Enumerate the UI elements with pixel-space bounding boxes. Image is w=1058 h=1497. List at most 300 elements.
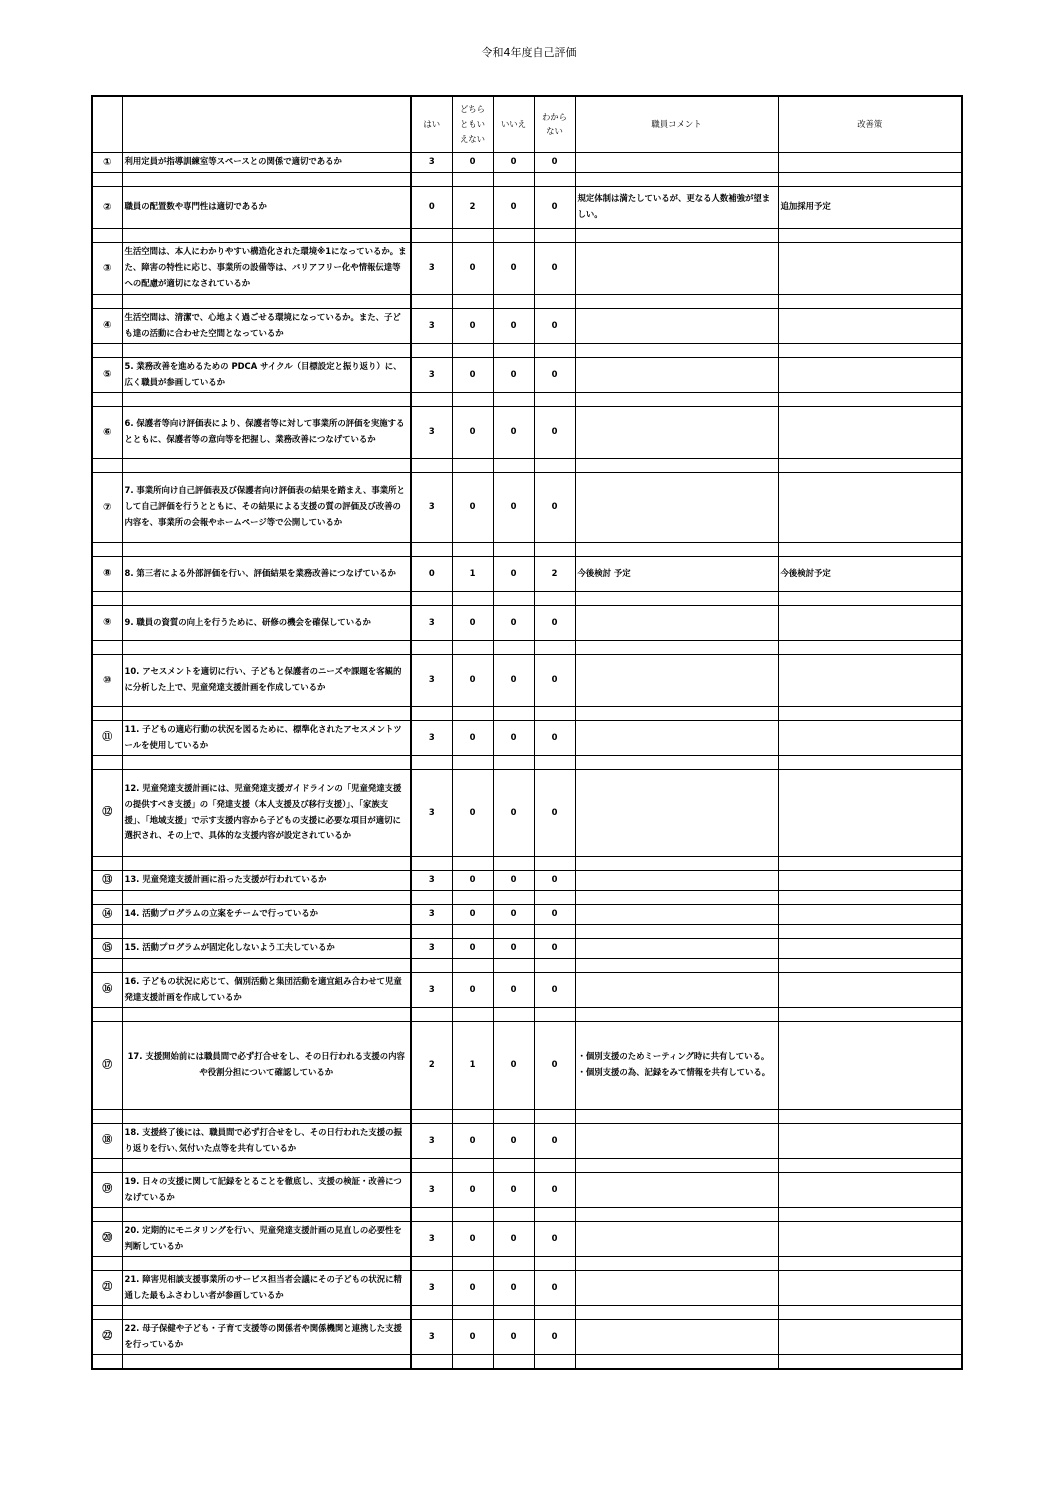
spacer-cell xyxy=(122,706,411,720)
spacer-cell xyxy=(411,591,452,605)
row-unknown-count: 0 xyxy=(534,152,575,172)
spacer-cell xyxy=(452,392,493,406)
table-row xyxy=(92,1319,962,1354)
spacer-cell xyxy=(452,542,493,556)
spacer-cell xyxy=(493,1007,534,1021)
row-item: 6. 保護者等向け評価表により、保護者等に対して事業所の評価を実施するとともに、保護者等の意向等を把握し、業務改善につなげているか xyxy=(122,406,411,458)
spacer-cell xyxy=(122,890,411,904)
row-no-count: 0 xyxy=(493,720,534,755)
row-no-count: 0 xyxy=(493,938,534,958)
row-number: ⑤ xyxy=(92,357,122,392)
row-neutral-count: 2 xyxy=(452,186,493,228)
spacer-cell xyxy=(575,343,778,357)
row-improvement xyxy=(778,938,962,958)
row-number: ㉒ xyxy=(92,1319,122,1354)
row-unknown-count: 0 xyxy=(534,904,575,924)
spacer-cell xyxy=(534,172,575,186)
spacer-cell xyxy=(575,542,778,556)
spacer-cell xyxy=(778,924,962,938)
row-yes-count: 3 xyxy=(411,1221,452,1256)
table-row xyxy=(92,472,962,542)
row-item: 19. 日々の支援に関して記録をとることを徹底し、支援の検証・改善につなげているか xyxy=(122,1172,411,1207)
table-row xyxy=(92,1021,962,1109)
row-item: 21. 障害児相談支援事業所のサービス担当者会議にその子どもの状況に精通した最もふさわしい者が参画しているか xyxy=(122,1270,411,1305)
row-unknown-count: 0 xyxy=(534,1319,575,1354)
spacer-cell xyxy=(452,458,493,472)
row-comment xyxy=(575,605,778,640)
spacer-cell xyxy=(122,1007,411,1021)
spacer-cell xyxy=(452,706,493,720)
spacer-cell xyxy=(493,294,534,308)
row-improvement xyxy=(778,605,962,640)
spacer-cell xyxy=(534,856,575,870)
row-improvement xyxy=(778,1021,962,1109)
spacer-cell xyxy=(92,1354,122,1369)
row-improvement xyxy=(778,472,962,542)
spacer-cell xyxy=(122,1207,411,1221)
spacer-cell xyxy=(92,343,122,357)
spacer-cell xyxy=(534,458,575,472)
spacer-cell xyxy=(411,755,452,769)
spacer-cell xyxy=(534,591,575,605)
spacer-cell xyxy=(575,1305,778,1319)
row-item: 18. 支援終了後には、職員間で必ず打合せをし、その日行われた支援の振り返りを行い､気付いた点等を共有しているか xyxy=(122,1123,411,1158)
row-comment xyxy=(575,1319,778,1354)
spacer-cell xyxy=(778,343,962,357)
row-neutral-count: 0 xyxy=(452,972,493,1007)
header-comment: 職員コメント xyxy=(575,96,778,152)
spacer-cell xyxy=(92,542,122,556)
spacer-cell xyxy=(575,591,778,605)
row-unknown-count: 0 xyxy=(534,242,575,294)
spacer-row xyxy=(92,640,962,654)
spacer-cell xyxy=(122,591,411,605)
row-number: ⑳ xyxy=(92,1221,122,1256)
row-no-count: 0 xyxy=(493,972,534,1007)
spacer-cell xyxy=(534,640,575,654)
page-title: 令和4年度自己評価 xyxy=(481,46,577,59)
spacer-cell xyxy=(452,294,493,308)
row-yes-count: 3 xyxy=(411,357,452,392)
spacer-cell xyxy=(778,458,962,472)
spacer-cell xyxy=(534,343,575,357)
spacer-cell xyxy=(778,542,962,556)
row-number: ② xyxy=(92,186,122,228)
spacer-cell xyxy=(122,542,411,556)
spacer-row xyxy=(92,1007,962,1021)
spacer-cell xyxy=(778,1305,962,1319)
spacer-cell xyxy=(534,958,575,972)
row-neutral-count: 0 xyxy=(452,308,493,343)
row-unknown-count: 2 xyxy=(534,556,575,591)
row-item: 15. 活動プログラムが固定化しないよう工夫しているか xyxy=(122,938,411,958)
spacer-cell xyxy=(575,392,778,406)
row-comment xyxy=(575,357,778,392)
row-unknown-count: 0 xyxy=(534,938,575,958)
row-unknown-count: 0 xyxy=(534,406,575,458)
row-improvement xyxy=(778,972,962,1007)
spacer-cell xyxy=(778,640,962,654)
row-number: ⑰ xyxy=(92,1021,122,1109)
spacer-cell xyxy=(411,1256,452,1270)
row-yes-count: 0 xyxy=(411,186,452,228)
row-comment xyxy=(575,769,778,856)
spacer-cell xyxy=(575,958,778,972)
row-unknown-count: 0 xyxy=(534,1021,575,1109)
row-neutral-count: 0 xyxy=(452,1172,493,1207)
spacer-cell xyxy=(92,1305,122,1319)
row-improvement xyxy=(778,720,962,755)
spacer-cell xyxy=(778,1207,962,1221)
row-unknown-count: 0 xyxy=(534,308,575,343)
row-yes-count: 3 xyxy=(411,308,452,343)
spacer-cell xyxy=(92,924,122,938)
spacer-cell xyxy=(92,1007,122,1021)
row-comment xyxy=(575,654,778,706)
spacer-cell xyxy=(534,1158,575,1172)
row-yes-count: 3 xyxy=(411,654,452,706)
spacer-cell xyxy=(778,1109,962,1123)
row-neutral-count: 0 xyxy=(452,357,493,392)
spacer-row xyxy=(92,228,962,242)
header-yes: はい xyxy=(411,96,452,152)
spacer-cell xyxy=(122,856,411,870)
spacer-row xyxy=(92,1354,962,1369)
spacer-row xyxy=(92,591,962,605)
row-unknown-count: 0 xyxy=(534,1221,575,1256)
spacer-cell xyxy=(575,1007,778,1021)
row-item: 生活空間は、清潔で、心地よく過ごせる環境になっているか。また、子ども達の活動に合わせた空間となっているか xyxy=(122,308,411,343)
spacer-cell xyxy=(575,1109,778,1123)
row-no-count: 0 xyxy=(493,242,534,294)
spacer-cell xyxy=(534,924,575,938)
row-item: 17. 支援開始前には職員間で必ず打合せをし、その日行われる支援の内容や役割分担について確認しているか xyxy=(122,1021,411,1109)
row-improvement xyxy=(778,1270,962,1305)
spacer-cell xyxy=(493,392,534,406)
row-item: 12. 児童発達支援計画には、児童発達支援ガイドラインの「児童発達支援の提供すべき支援」の「発達支援（本人支援及び移行支援）」、「家族支援」、「地域支援」で示す支援内容から子どもの支援に必要な項目が適切に選択され、その上で、具体的な支援内容が設定されているか xyxy=(122,769,411,856)
spacer-cell xyxy=(411,1354,452,1369)
row-no-count: 0 xyxy=(493,186,534,228)
row-number: ⑲ xyxy=(92,1172,122,1207)
row-comment xyxy=(575,1221,778,1256)
row-number: ⑬ xyxy=(92,870,122,890)
row-unknown-count: 0 xyxy=(534,1123,575,1158)
spacer-cell xyxy=(493,1158,534,1172)
spacer-cell xyxy=(575,856,778,870)
row-neutral-count: 1 xyxy=(452,1021,493,1109)
row-comment xyxy=(575,1270,778,1305)
row-neutral-count: 0 xyxy=(452,1123,493,1158)
row-yes-count: 3 xyxy=(411,1123,452,1158)
table-row xyxy=(92,1123,962,1158)
spacer-cell xyxy=(122,392,411,406)
spacer-cell xyxy=(778,1256,962,1270)
spacer-cell xyxy=(778,1354,962,1369)
spacer-row xyxy=(92,458,962,472)
spacer-cell xyxy=(452,172,493,186)
spacer-cell xyxy=(92,1158,122,1172)
row-item: 16. 子どもの状況に応じて、個別活動と集団活動を適宜組み合わせて児童発達支援計画を作成しているか xyxy=(122,972,411,1007)
row-unknown-count: 0 xyxy=(534,654,575,706)
row-yes-count: 3 xyxy=(411,1172,452,1207)
row-no-count: 0 xyxy=(493,1172,534,1207)
spacer-cell xyxy=(493,1207,534,1221)
row-unknown-count: 0 xyxy=(534,605,575,640)
spacer-row xyxy=(92,542,962,556)
row-no-count: 0 xyxy=(493,472,534,542)
row-yes-count: 3 xyxy=(411,242,452,294)
spacer-row xyxy=(92,958,962,972)
spacer-cell xyxy=(92,458,122,472)
row-improvement xyxy=(778,152,962,172)
row-improvement xyxy=(778,1319,962,1354)
row-yes-count: 3 xyxy=(411,1270,452,1305)
spacer-cell xyxy=(493,542,534,556)
spacer-cell xyxy=(92,1109,122,1123)
spacer-cell xyxy=(411,542,452,556)
row-neutral-count: 0 xyxy=(452,654,493,706)
spacer-row xyxy=(92,1305,962,1319)
spacer-cell xyxy=(411,392,452,406)
table-row xyxy=(92,1172,962,1207)
spacer-cell xyxy=(411,856,452,870)
spacer-cell xyxy=(452,755,493,769)
row-yes-count: 3 xyxy=(411,605,452,640)
spacer-cell xyxy=(411,890,452,904)
spacer-cell xyxy=(92,591,122,605)
spacer-cell xyxy=(452,1007,493,1021)
spacer-cell xyxy=(575,924,778,938)
spacer-cell xyxy=(778,591,962,605)
row-number: ④ xyxy=(92,308,122,343)
row-improvement xyxy=(778,870,962,890)
spacer-cell xyxy=(411,343,452,357)
spacer-cell xyxy=(452,1158,493,1172)
row-comment xyxy=(575,1172,778,1207)
row-comment: 規定体制は満たしているが、更なる人数補強が望ましい。 xyxy=(575,186,778,228)
spacer-row xyxy=(92,392,962,406)
spacer-cell xyxy=(122,172,411,186)
row-comment xyxy=(575,152,778,172)
spacer-cell xyxy=(411,1007,452,1021)
spacer-cell xyxy=(575,1256,778,1270)
table-row xyxy=(92,720,962,755)
spacer-cell xyxy=(534,542,575,556)
row-item: 22. 母子保健や子ども・子育て支援等の関係者や関係機関と連携した支援を行っているか xyxy=(122,1319,411,1354)
row-improvement xyxy=(778,654,962,706)
spacer-cell xyxy=(92,392,122,406)
table-body xyxy=(92,152,962,1369)
row-neutral-count: 0 xyxy=(452,769,493,856)
spacer-cell xyxy=(411,1305,452,1319)
row-no-count: 0 xyxy=(493,152,534,172)
spacer-cell xyxy=(534,392,575,406)
spacer-row xyxy=(92,1256,962,1270)
row-yes-count: 3 xyxy=(411,406,452,458)
row-neutral-count: 0 xyxy=(452,605,493,640)
row-neutral-count: 0 xyxy=(452,406,493,458)
spacer-row xyxy=(92,343,962,357)
row-neutral-count: 0 xyxy=(452,904,493,924)
spacer-cell xyxy=(411,958,452,972)
spacer-row xyxy=(92,1207,962,1221)
spacer-cell xyxy=(122,640,411,654)
row-number: ⑮ xyxy=(92,938,122,958)
spacer-cell xyxy=(778,392,962,406)
spacer-cell xyxy=(452,1109,493,1123)
spacer-cell xyxy=(778,172,962,186)
spacer-cell xyxy=(778,294,962,308)
row-number: ⑫ xyxy=(92,769,122,856)
row-number: ⑱ xyxy=(92,1123,122,1158)
row-number: ① xyxy=(92,152,122,172)
spacer-row xyxy=(92,856,962,870)
row-unknown-count: 0 xyxy=(534,769,575,856)
spacer-cell xyxy=(122,1354,411,1369)
row-improvement xyxy=(778,308,962,343)
row-neutral-count: 0 xyxy=(452,472,493,542)
spacer-cell xyxy=(122,1305,411,1319)
spacer-row xyxy=(92,706,962,720)
spacer-cell xyxy=(452,343,493,357)
spacer-row xyxy=(92,172,962,186)
row-no-count: 0 xyxy=(493,406,534,458)
spacer-cell xyxy=(493,856,534,870)
row-item: 9. 職員の資質の向上を行うために、研修の機会を確保しているか xyxy=(122,605,411,640)
spacer-cell xyxy=(92,294,122,308)
spacer-cell xyxy=(122,1256,411,1270)
row-number: ㉑ xyxy=(92,1270,122,1305)
row-comment xyxy=(575,242,778,294)
table-row xyxy=(92,972,962,1007)
row-improvement: 今後検討予定 xyxy=(778,556,962,591)
spacer-cell xyxy=(122,755,411,769)
row-comment xyxy=(575,308,778,343)
spacer-cell xyxy=(534,755,575,769)
row-no-count: 0 xyxy=(493,1270,534,1305)
header-row xyxy=(92,96,962,152)
row-no-count: 0 xyxy=(493,308,534,343)
row-neutral-count: 0 xyxy=(452,1221,493,1256)
spacer-cell xyxy=(493,1256,534,1270)
header-unknown: わから ない xyxy=(534,96,575,152)
row-improvement xyxy=(778,357,962,392)
row-item: 20. 定期的にモニタリングを行い、児童発達支援計画の見直しの必要性を判断しているか xyxy=(122,1221,411,1256)
spacer-cell xyxy=(493,228,534,242)
table-row xyxy=(92,1270,962,1305)
header-item xyxy=(122,96,411,152)
row-unknown-count: 0 xyxy=(534,720,575,755)
spacer-cell xyxy=(493,890,534,904)
row-item: 14. 活動プログラムの立案をチームで行っているか xyxy=(122,904,411,924)
row-item: 11. 子どもの適応行動の状況を図るために、標準化されたアセスメントツールを使用しているか xyxy=(122,720,411,755)
spacer-cell xyxy=(411,640,452,654)
spacer-row xyxy=(92,294,962,308)
spacer-cell xyxy=(452,640,493,654)
spacer-cell xyxy=(122,343,411,357)
spacer-cell xyxy=(534,1354,575,1369)
spacer-cell xyxy=(778,228,962,242)
row-no-count: 0 xyxy=(493,605,534,640)
row-item: 10. アセスメントを適切に行い、子どもと保護者のニーズや課題を客観的に分析した上で、児童発達支援計画を作成しているか xyxy=(122,654,411,706)
row-improvement xyxy=(778,769,962,856)
row-improvement: 追加採用予定 xyxy=(778,186,962,228)
table-row xyxy=(92,654,962,706)
spacer-cell xyxy=(778,856,962,870)
row-no-count: 0 xyxy=(493,1319,534,1354)
spacer-cell xyxy=(493,958,534,972)
row-yes-count: 3 xyxy=(411,472,452,542)
self-evaluation-table xyxy=(91,95,963,1370)
row-no-count: 0 xyxy=(493,357,534,392)
spacer-cell xyxy=(575,172,778,186)
row-no-count: 0 xyxy=(493,1021,534,1109)
row-number: ⑨ xyxy=(92,605,122,640)
spacer-cell xyxy=(493,591,534,605)
spacer-cell xyxy=(92,958,122,972)
table-row xyxy=(92,152,962,172)
spacer-cell xyxy=(92,228,122,242)
row-neutral-count: 0 xyxy=(452,242,493,294)
spacer-cell xyxy=(493,706,534,720)
spacer-cell xyxy=(122,458,411,472)
table-row xyxy=(92,308,962,343)
spacer-cell xyxy=(122,1109,411,1123)
spacer-cell xyxy=(534,1256,575,1270)
spacer-cell xyxy=(575,640,778,654)
row-unknown-count: 0 xyxy=(534,972,575,1007)
row-no-count: 0 xyxy=(493,1221,534,1256)
header-neutral: どちら ともい えない xyxy=(452,96,493,152)
spacer-row xyxy=(92,755,962,769)
row-comment xyxy=(575,870,778,890)
spacer-cell xyxy=(452,958,493,972)
spacer-cell xyxy=(92,1207,122,1221)
row-neutral-count: 0 xyxy=(452,1319,493,1354)
spacer-cell xyxy=(493,1305,534,1319)
spacer-row xyxy=(92,1158,962,1172)
row-yes-count: 3 xyxy=(411,904,452,924)
spacer-cell xyxy=(452,591,493,605)
row-item: 利用定員が指導訓練室等スペースとの関係で適切であるか xyxy=(122,152,411,172)
row-unknown-count: 0 xyxy=(534,1172,575,1207)
table-row xyxy=(92,870,962,890)
spacer-cell xyxy=(452,1305,493,1319)
spacer-cell xyxy=(534,1007,575,1021)
spacer-cell xyxy=(534,228,575,242)
spacer-cell xyxy=(575,890,778,904)
header-no xyxy=(92,96,122,152)
row-no-count: 0 xyxy=(493,556,534,591)
spacer-cell xyxy=(92,172,122,186)
row-improvement xyxy=(778,1123,962,1158)
row-unknown-count: 0 xyxy=(534,472,575,542)
row-comment xyxy=(575,406,778,458)
table-row xyxy=(92,186,962,228)
spacer-cell xyxy=(493,343,534,357)
row-yes-count: 0 xyxy=(411,556,452,591)
row-improvement xyxy=(778,406,962,458)
spacer-cell xyxy=(493,172,534,186)
row-item: 5. 業務改善を進めるための PDCA サイクル（目標設定と振り返り）に、広く職員が参画しているか xyxy=(122,357,411,392)
row-number: ③ xyxy=(92,242,122,294)
row-unknown-count: 0 xyxy=(534,357,575,392)
spacer-cell xyxy=(575,706,778,720)
row-improvement xyxy=(778,1172,962,1207)
table-row xyxy=(92,406,962,458)
row-no-count: 0 xyxy=(493,1123,534,1158)
row-yes-count: 3 xyxy=(411,720,452,755)
